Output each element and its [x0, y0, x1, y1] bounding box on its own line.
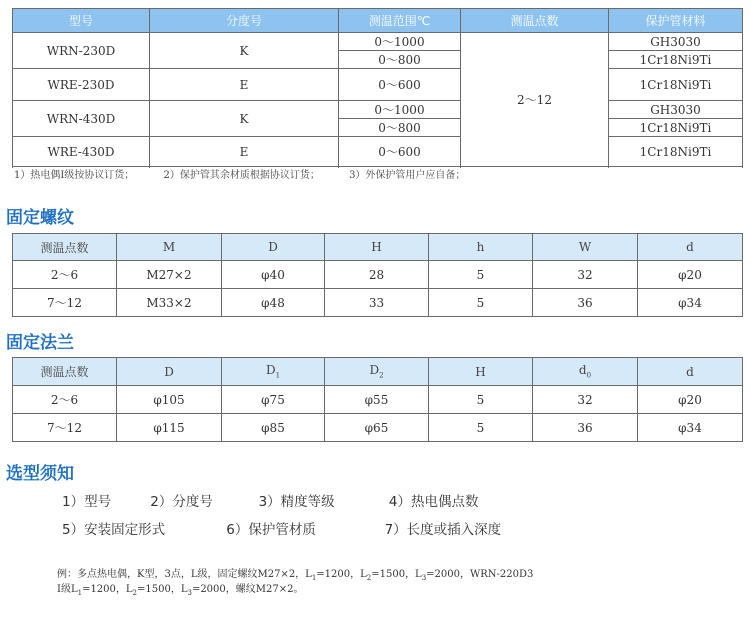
header-material: 保护管材料 [609, 9, 743, 33]
cell-points-all: 2～12 [461, 33, 609, 167]
note-3: 3）外保护管用户应自备； [349, 170, 466, 181]
header-points: 测温点数 [13, 234, 117, 261]
cell: M33×2 [117, 289, 222, 317]
note-2: 2）保护管其余材质根据协议订货； [163, 170, 320, 181]
header-points: 测温点数 [13, 358, 117, 386]
cell: 32 [533, 386, 638, 414]
selection-item: 2）分度号 [150, 494, 213, 510]
selection-row-2 [62, 518, 501, 538]
cell-material: GH3030 [609, 33, 743, 51]
cell: φ40 [222, 261, 325, 289]
cell: φ65 [325, 414, 429, 442]
cell: 33 [325, 289, 429, 317]
cell: φ48 [222, 289, 325, 317]
cell: 7～12 [13, 414, 117, 442]
example-line-2: I级$L_1=1200$，$L_2=1500$，$L_3=2000$，螺纹M27×2。 [57, 584, 304, 597]
cell: φ55 [325, 386, 429, 414]
cell-material: GH3030 [609, 101, 743, 119]
cell: φ20 [638, 386, 743, 414]
header-d1: $D_1$ [222, 358, 325, 386]
thread-section-title: 固定螺纹 [6, 208, 74, 228]
header-model: 型号 [13, 9, 150, 33]
cell: φ115 [117, 414, 222, 442]
selection-row-1 [62, 490, 478, 510]
cell: 36 [533, 289, 638, 317]
cell-range: 0～1000 [339, 101, 461, 119]
cell-grad: E [150, 137, 339, 167]
header-d-small: d [638, 358, 743, 386]
cell-range: 0～600 [339, 137, 461, 167]
cell: 5 [429, 414, 533, 442]
cell-material: 1Cr18Ni9Ti [609, 69, 743, 101]
cell-material: 1Cr18Ni9Ti [609, 51, 743, 69]
cell-range: 0～600 [339, 69, 461, 101]
header-d: D [222, 234, 325, 261]
header-d-small: d [638, 234, 743, 261]
header-graduation: 分度号 [150, 9, 339, 33]
spec-table [12, 8, 743, 167]
selection-item: 1）型号 [62, 494, 112, 510]
thread-table [12, 233, 743, 317]
selection-section-title: 选型须知 [6, 464, 74, 484]
cell: 28 [325, 261, 429, 289]
cell: 32 [533, 261, 638, 289]
header-w: W [533, 234, 638, 261]
cell: 5 [429, 289, 533, 317]
notes-line [14, 166, 491, 181]
selection-item: 7）长度或插入深度 [384, 522, 502, 538]
note-1: 1）热电偶I级按协议订货； [14, 170, 135, 181]
cell-model: WRE-230D [13, 69, 150, 101]
cell: φ75 [222, 386, 325, 414]
cell-range: 0～800 [339, 119, 461, 137]
cell-grad: K [150, 33, 339, 69]
flange-section-title: 固定法兰 [6, 333, 74, 353]
cell: 5 [429, 261, 533, 289]
cell: 36 [533, 414, 638, 442]
cell-model: WRN-230D [13, 33, 150, 69]
cell: φ34 [638, 414, 743, 442]
cell: φ85 [222, 414, 325, 442]
header-range: 测温范围℃ [339, 9, 461, 33]
cell: 5 [429, 386, 533, 414]
selection-item: 4）热电偶点数 [388, 494, 479, 510]
cell: φ20 [638, 261, 743, 289]
header-d0: $d_0$ [533, 358, 638, 386]
header-m: M [117, 234, 222, 261]
cell: 2～6 [13, 261, 117, 289]
cell-grad: E [150, 69, 339, 101]
header-h: H [429, 358, 533, 386]
cell-grad: K [150, 101, 339, 137]
cell: φ34 [638, 289, 743, 317]
cell: 7～12 [13, 289, 117, 317]
cell: M27×2 [117, 261, 222, 289]
cell: φ105 [117, 386, 222, 414]
cell-model: WRN-430D [13, 101, 150, 137]
cell-range: 0～800 [339, 51, 461, 69]
header-h: H [325, 234, 429, 261]
selection-item: 6）保护管材质 [226, 522, 316, 538]
header-d: D [117, 358, 222, 386]
selection-item: 3）精度等级 [258, 494, 335, 510]
header-d2: $D_2$ [325, 358, 429, 386]
header-points: 测温点数 [461, 9, 609, 33]
cell-model: WRE-430D [13, 137, 150, 167]
header-h-small: h [429, 234, 533, 261]
cell-range: 0～1000 [339, 33, 461, 51]
cell-material: 1Cr18Ni9Ti [609, 137, 743, 167]
example-line-1: 例：多点热电偶，K型，3点，L级，固定螺纹M27×2，$L_1=1200$，$L_2=1500$，$L_3=2000$，WRN-220D3 [57, 569, 534, 582]
selection-item: 5）安装固定形式 [62, 522, 166, 538]
flange-table [12, 357, 743, 442]
cell-material: 1Cr18Ni9Ti [609, 119, 743, 137]
cell: 2～6 [13, 386, 117, 414]
